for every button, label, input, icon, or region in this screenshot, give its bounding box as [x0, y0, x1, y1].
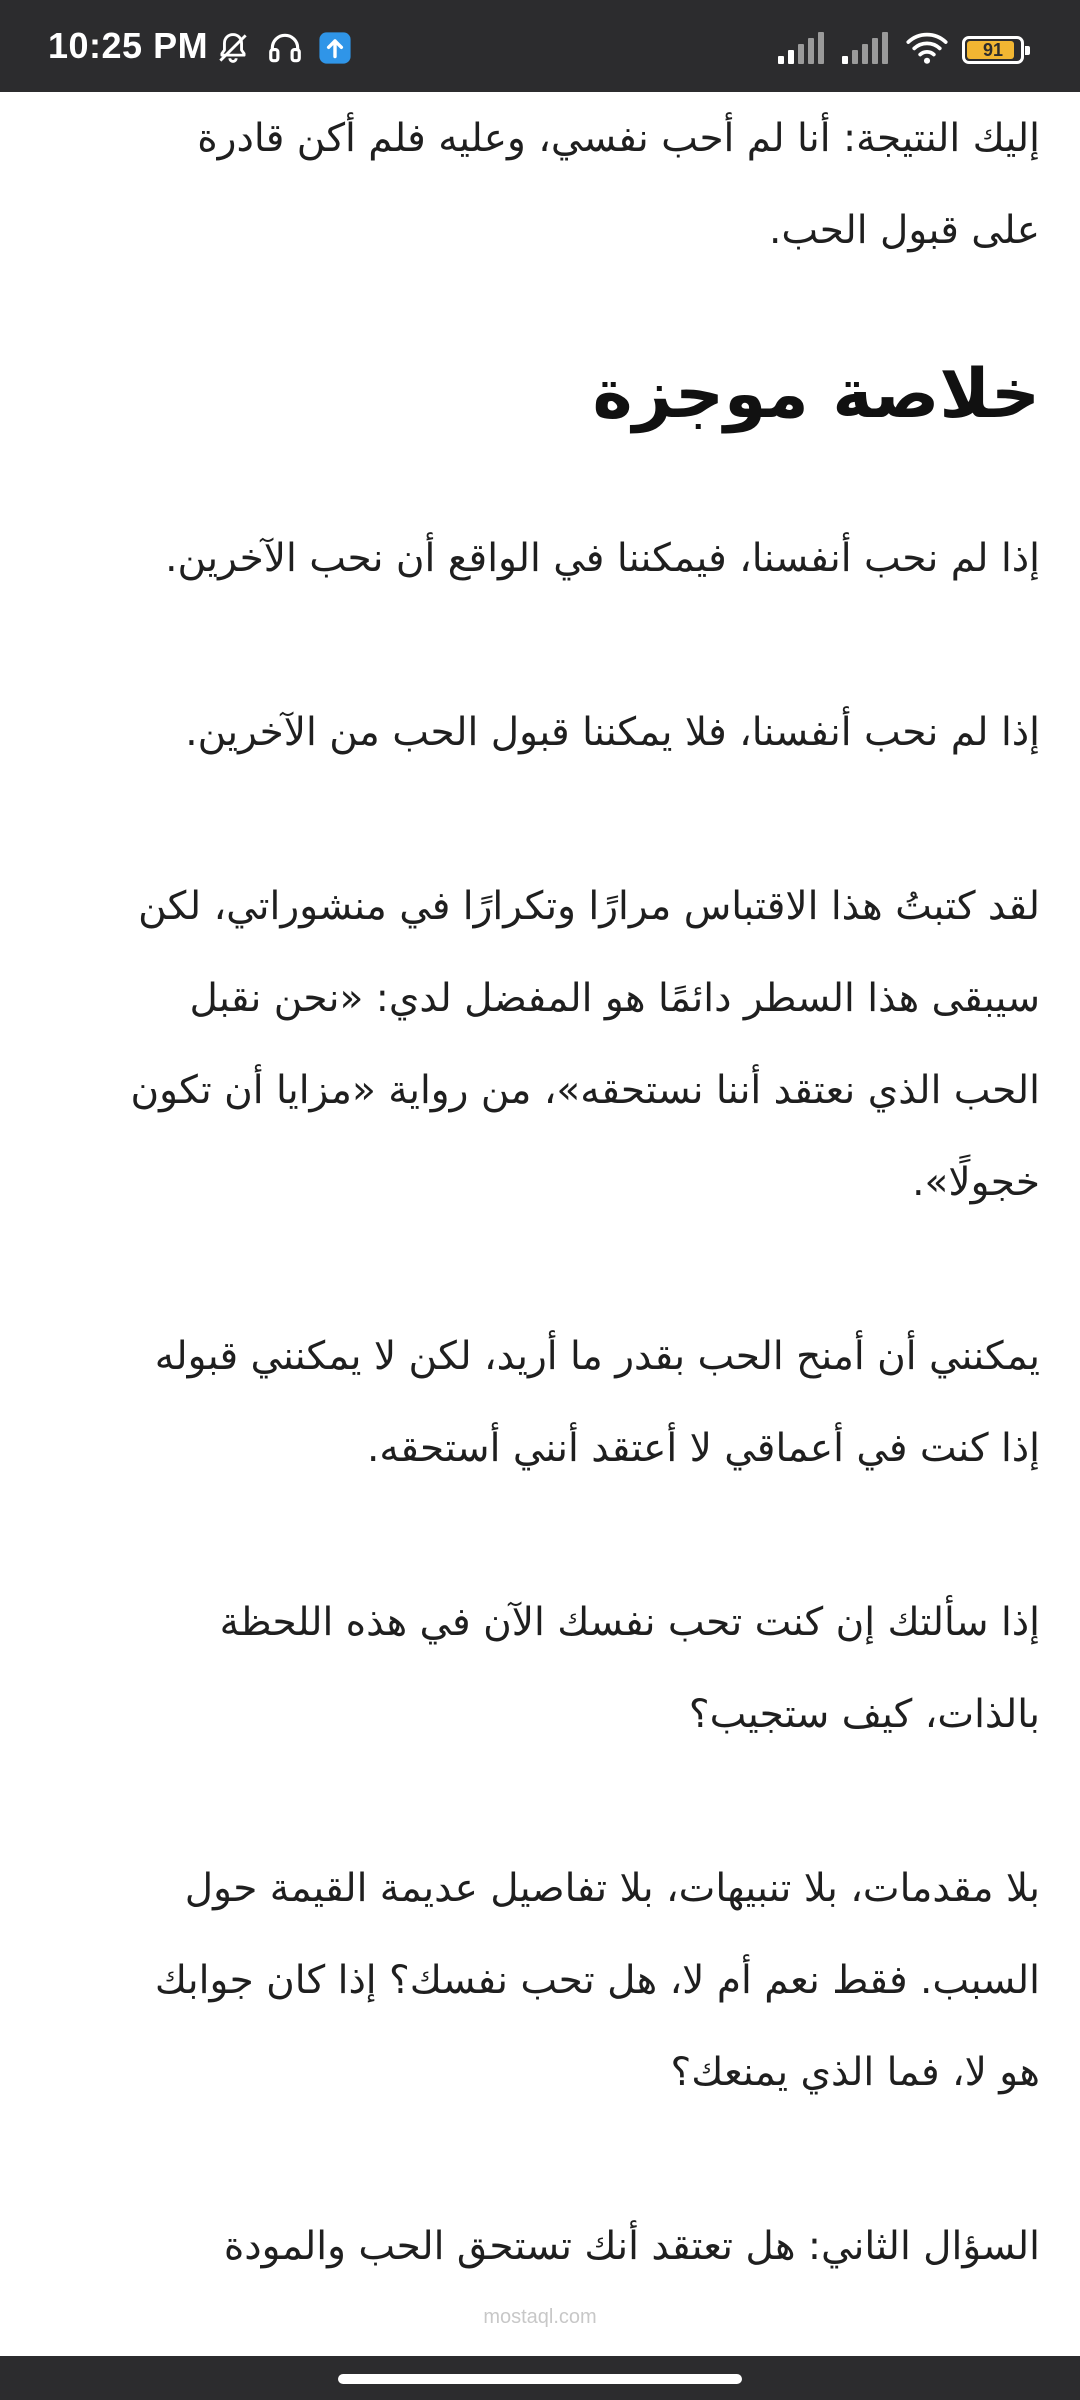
article-paragraph [48, 2201, 1040, 2293]
text-line: لقد كتبتُ هذا الاقتباس مرارًا وتكرارًا في منشوراتي، لكن [138, 884, 1040, 929]
upload-app-icon [318, 31, 352, 69]
battery-level: 91 [982, 40, 1004, 60]
article-body [48, 92, 1040, 2356]
battery-icon [962, 36, 1024, 64]
status-time: 10:25 PM [48, 25, 209, 66]
wifi-icon [906, 31, 948, 69]
text-line: يمكنني أن أمنح الحب بقدر ما أريد، لكن لا يمكنني قبوله [154, 1334, 1040, 1379]
text-line: إذا لم نحب أنفسنا، فيمكننا في الواقع أن نحب الآخرين. [165, 536, 1040, 581]
text-line: السبب. فقط نعم أم لا، هل تحب نفسك؟ إذا كان جوابك [154, 1958, 1040, 2003]
headphones-icon [266, 29, 304, 71]
signal-bars-icon [842, 32, 892, 68]
text-line: إذا كنت في أعماقي لا أعتقد أنني أستحقه. [366, 1426, 1040, 1471]
watermark: mostaql.com [483, 2306, 597, 2328]
signal-bars-icon [778, 32, 828, 68]
status-system-icons [778, 30, 1024, 70]
text-line: الحب الذي نعتقد أننا نستحقه»، من رواية «مزايا أن تكون [130, 1068, 1040, 1113]
text-line: بالذات، كيف ستجيب؟ [688, 1692, 1040, 1737]
navigation-bar [0, 2356, 1080, 2400]
text-line: إذا لم نحب أنفسنا، فلا يمكننا قبول الحب من الآخرين. [185, 710, 1040, 755]
article-paragraph [48, 513, 1040, 605]
article-paragraph [48, 1843, 1040, 2119]
status-bar [0, 0, 1080, 92]
article-paragraph [48, 1577, 1040, 1761]
article-paragraph [48, 1311, 1040, 1495]
home-indicator[interactable] [338, 2374, 742, 2384]
text-line: إليك النتيجة: أنا لم أحب نفسي، وعليه فلم أكن قادرة [197, 116, 1040, 161]
status-notification-icons [214, 30, 352, 70]
notifications-off-icon [214, 29, 252, 71]
article-paragraph [48, 861, 1040, 1229]
text-line: السؤال الثاني: هل تعتقد أنك تستحق الحب والمودة [223, 2224, 1040, 2269]
text-line: بلا مقدمات، بلا تنبيهات، بلا تفاصيل عديمة القيمة حول [184, 1866, 1040, 1911]
battery-cap [1025, 46, 1030, 55]
text-line: خجولًا». [912, 1160, 1040, 1205]
text-line: على قبول الحب. [769, 208, 1040, 253]
article-paragraph [48, 687, 1040, 779]
text-line: سيبقى هذا السطر دائمًا هو المفضل لدي: «نحن نقبل [189, 976, 1040, 1021]
section-heading: خلاصة موجزة [592, 355, 1040, 434]
text-line: هو لا، فما الذي يمنعك؟ [670, 2050, 1040, 2095]
text-line: إذا سألتك إن كنت تحب نفسك الآن في هذه اللحظة [219, 1600, 1040, 1645]
intro-paragraph [48, 93, 1040, 277]
